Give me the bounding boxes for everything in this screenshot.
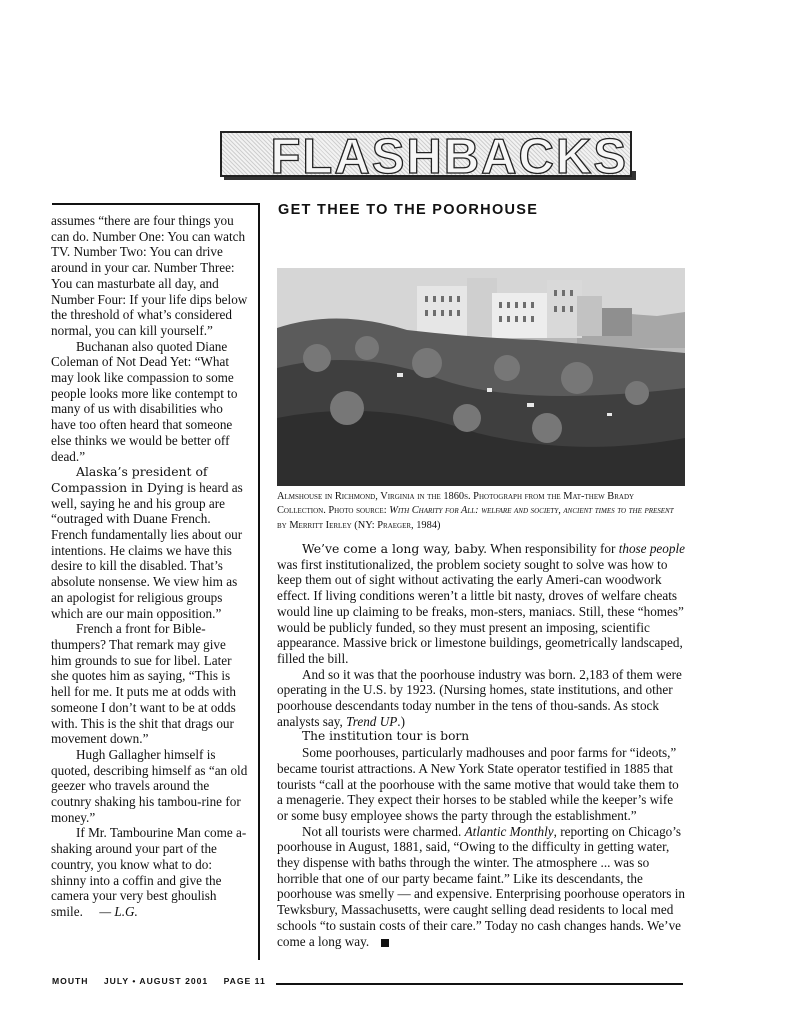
page-footer bbox=[52, 976, 278, 986]
article-paragraph-1 bbox=[277, 541, 685, 667]
footer-page-number: PAGE 11 bbox=[223, 976, 266, 986]
caption-credit: by Merritt Ierley (NY: Praeger, 1984) bbox=[277, 519, 441, 531]
article-paragraph-4-text-b: , reporting on Chicago’s poorhouse in August, 1881, said, “Owing to the difficulty in getting water, they dispense with baths through the winter. The atmosphere ... was so horrible that one of our party became faint.” Like its descendants, the poorhouse was smelly — and expensive. Enterprising poorhouse operators in Tewksbury, Massachusetts, were caught selling dead residents to local med schools “to sustain costs of their care.” Today no cash changes hands. We’ve come a long way. bbox=[277, 823, 685, 949]
caption-text: Almshouse in Richmond, Virginia in the 1860s. Photograph from the Mat-thew Brady Collection. Photo source: bbox=[277, 491, 635, 517]
article-lead-in: We’ve come a long way, baby. bbox=[302, 541, 488, 556]
photo-caption bbox=[277, 490, 685, 533]
article-paragraph-2-text-b: .) bbox=[397, 713, 405, 729]
article-heading: GET THEE TO THE POORHOUSE bbox=[278, 202, 539, 218]
almshouse-photo bbox=[277, 268, 685, 486]
footer-publication: MOUTH bbox=[52, 976, 89, 986]
article-paragraph-1-emphasis: those people bbox=[618, 541, 685, 556]
article-paragraph-2 bbox=[277, 667, 685, 730]
article-paragraph-2-text-a: And so it was that the poorhouse industry was born. 2,183 of them were operating in the U.S. by 1923. (Nursing homes, state institutions, and other poorhouse descendants today number in the tens of thou-sands. As stock analysts say, bbox=[277, 666, 682, 729]
left-column-top-rule bbox=[52, 203, 260, 205]
article-subhead: The institution tour is born bbox=[302, 729, 470, 744]
caption-book-title: With Charity for All: welfare and society, ancient times to the present bbox=[389, 505, 674, 517]
article-paragraph-4-emphasis: Atlantic Monthly bbox=[464, 823, 554, 839]
article-body bbox=[277, 541, 685, 949]
article-paragraph-4 bbox=[277, 824, 685, 950]
left-paragraph-3-text: is heard as well, saying he and his group are “outraged with Duane French. French fundamentally lies about our intentions. He claims we have this desire to kill the disabled. That’s absolute nonsense. We view him as an apologist for religious groups which are our main opposition.” bbox=[51, 479, 243, 621]
left-paragraph-5: Hugh Gallagher himself is quoted, describing himself as “an old geezer who travels around the coutnry shaking his tambou-rine for money.” bbox=[51, 746, 248, 825]
left-paragraph-6-text: If Mr. Tambourine Man come a-shaking around your part of the country, you know what to do: shinny into a coffin and give the camera your very best ghoulish smile. bbox=[51, 825, 247, 919]
footer-issue: JULY • AUGUST 2001 bbox=[103, 976, 209, 986]
left-column bbox=[51, 213, 248, 920]
end-of-article-mark bbox=[381, 939, 389, 947]
footer-rule bbox=[276, 983, 683, 985]
article-paragraph-4-text-a: Not all tourists were charmed. bbox=[302, 823, 465, 839]
flashbacks-banner bbox=[220, 130, 632, 184]
article-paragraph-1-text-a: When responsibility for bbox=[487, 541, 619, 556]
article-paragraph-3: Some poorhouses, particularly madhouses and poor farms for “ideots,” became tourist attractions. A New York State operator testified in 1885 that tourists “call at the poorhouse with the same motive that would take them to a menagerie. They expect their horses to be stabled while the keeper’s wife or some busy employee shows the party through the establishment.” bbox=[277, 745, 679, 823]
subhead-lead-in: Alaska’s president of Compassion in Dying bbox=[51, 464, 208, 495]
left-paragraph-2: Buchanan also quoted Diane Coleman of Not Dead Yet: “What may look like compassion to some people looks more like contempt to many of us with disabilities who have too often heard that someone else thinks we would be better off dead.” bbox=[51, 338, 238, 464]
left-paragraph-1: assumes “there are four things you can do. Number One: You can watch TV. Number Two: You can drive around in your car. Number Three: You can masturbate all day, and Number Four: If your life dips below the threshold of what’s considered normal, you can kill yourself.” bbox=[51, 213, 248, 338]
banner-title: FLASHBACKS bbox=[270, 130, 628, 184]
author-signature: — L.G. bbox=[99, 903, 138, 919]
left-paragraph-3 bbox=[51, 464, 248, 621]
article-paragraph-1-text-b: was first institutionalized, the problem society sought to solve was how to keep them out of sight without activating the early Ameri-can woodwork effect. If living conditions weren’t a little bit nasty, droves of welfare cheats would line up claiming to be freaks, mon-sters, maniacs. Still, these “homes” would be publicly funded, so they must present an imposing, scientific appearance. Massive brick or limestone buildings, geometrically landscaped, filled the bill. bbox=[277, 556, 684, 666]
column-divider-rule bbox=[258, 203, 260, 960]
left-paragraph-4: French a front for Bible-thumpers? That remark may give him grounds to sue for libel. Later she quotes him as saying, “This is hell for me. It puts me at odds with someone I don’t want to be at odds with. This is the shit that drags our movement down.” bbox=[51, 621, 236, 747]
left-paragraph-6 bbox=[51, 825, 248, 919]
article-paragraph-2-emphasis: Trend UP bbox=[346, 713, 398, 729]
